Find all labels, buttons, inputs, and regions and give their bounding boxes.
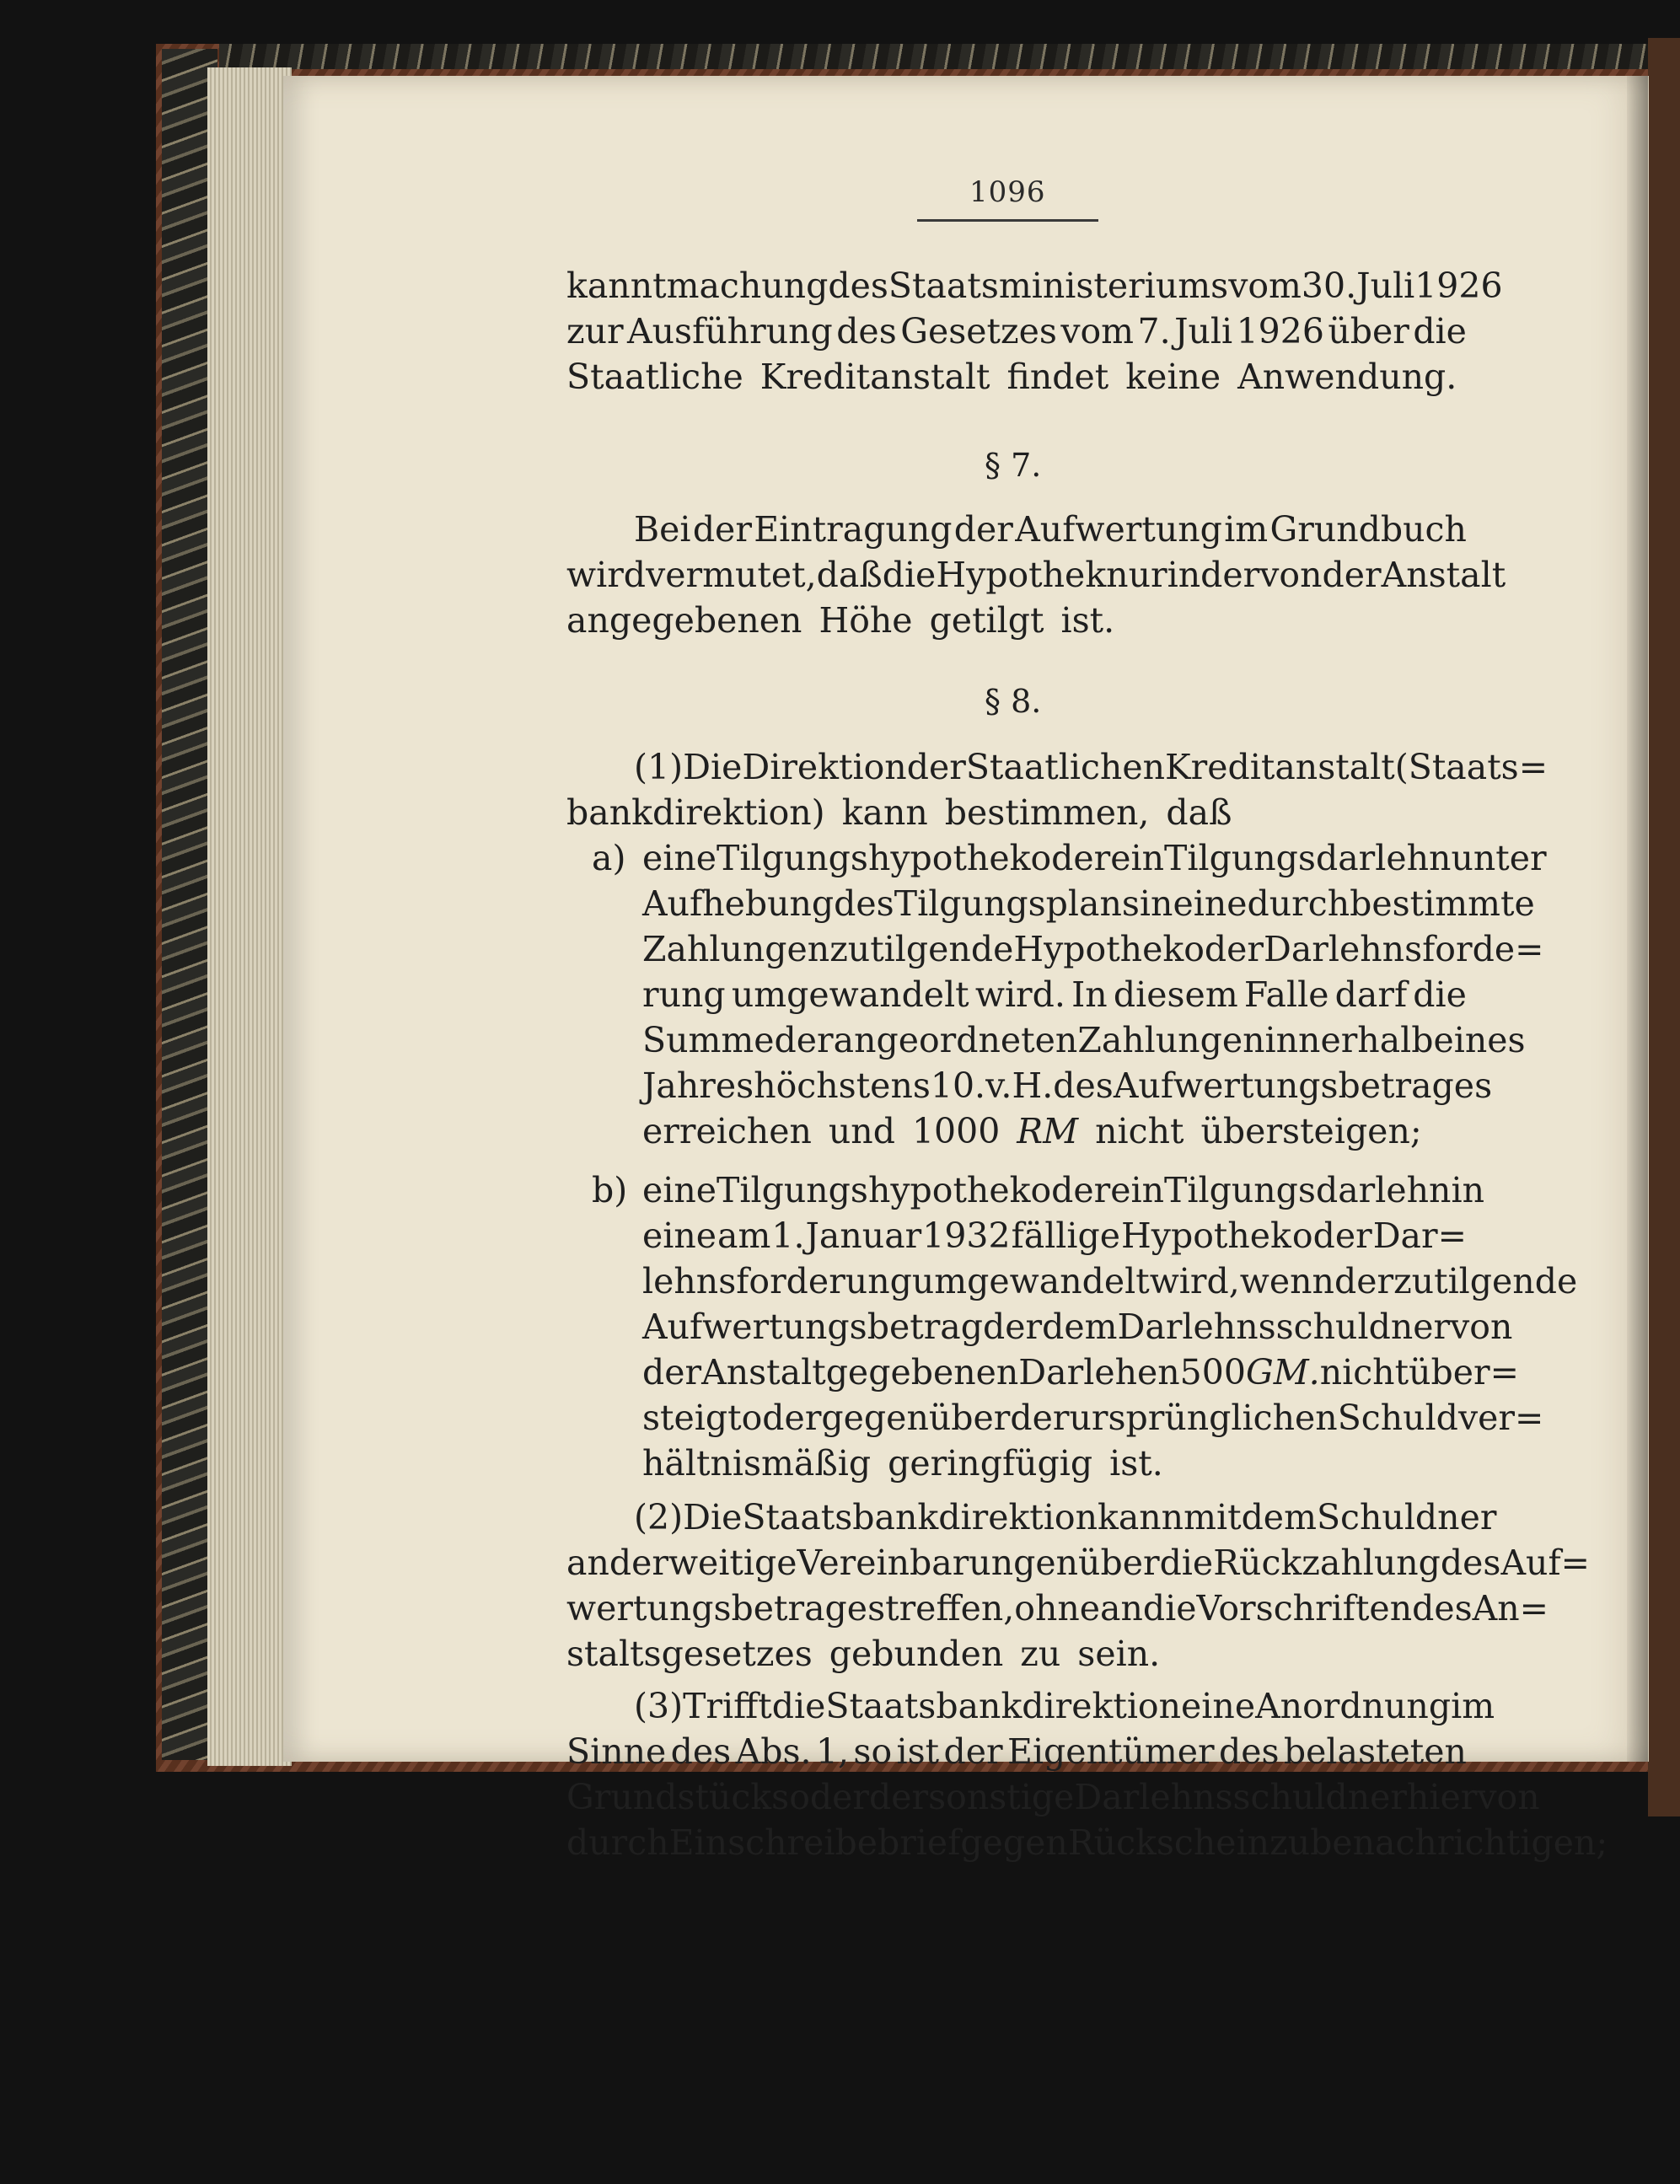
word: der xyxy=(983,1307,1043,1347)
word: Trifft xyxy=(683,1686,772,1726)
word: Staatsbankdirektion xyxy=(742,1497,1098,1537)
word: rung xyxy=(642,974,726,1015)
word: ist xyxy=(896,1731,940,1772)
word: übersteigen; xyxy=(1200,1111,1422,1151)
word: hältnismäßig xyxy=(642,1443,872,1484)
word: Grundstücks xyxy=(566,1777,790,1817)
word: Aufhebung xyxy=(642,883,835,924)
word: bankdirektion) xyxy=(566,792,825,833)
word: H. xyxy=(1012,1065,1054,1106)
word: sein. xyxy=(1077,1634,1161,1674)
word: Aufwertungsbetrages xyxy=(1113,1065,1493,1106)
word: des xyxy=(836,311,897,351)
word: v. xyxy=(985,1065,1012,1106)
word: Vorschriften xyxy=(1196,1588,1413,1629)
word: wird xyxy=(566,555,647,595)
word: 1926 xyxy=(1414,266,1503,306)
word: Hypothek xyxy=(1013,929,1184,969)
word: eine xyxy=(642,1215,717,1256)
word: steigt xyxy=(642,1398,742,1438)
word: eines xyxy=(1433,1020,1526,1060)
word: der xyxy=(943,1731,1003,1772)
word: Januar xyxy=(805,1215,922,1256)
word: an xyxy=(1100,1588,1143,1629)
word: oder xyxy=(789,1777,869,1817)
word: eine xyxy=(642,838,717,878)
word: der xyxy=(953,509,1013,550)
word: vom xyxy=(1060,311,1135,351)
word: gegebenen xyxy=(825,1352,1019,1393)
word: Staatsministeriums xyxy=(888,266,1229,306)
word: gegen xyxy=(960,1822,1068,1863)
word: 1926 xyxy=(1236,311,1324,351)
word: ein xyxy=(1110,1170,1165,1210)
word: zu xyxy=(1393,1261,1435,1301)
word: 1. xyxy=(771,1215,805,1256)
word: des xyxy=(834,883,894,924)
word: eine xyxy=(1181,1686,1256,1726)
word: Darlehnsforde= xyxy=(1263,929,1544,969)
word: Dar= xyxy=(1372,1215,1467,1256)
text-line xyxy=(642,1170,1484,1210)
word: des xyxy=(828,266,888,306)
text-line xyxy=(642,1020,1526,1060)
word: zur xyxy=(566,311,624,351)
word: Tilgungshypothek xyxy=(717,1170,1031,1210)
word: durch xyxy=(1247,883,1350,924)
word: In xyxy=(1071,974,1108,1015)
word: im xyxy=(1451,1686,1495,1726)
word: durch xyxy=(566,1822,669,1863)
section-heading: § 7. xyxy=(985,447,1042,484)
word: anderweitige xyxy=(566,1543,797,1583)
text-line xyxy=(642,1261,1578,1301)
word: Die xyxy=(683,1497,743,1537)
word: Auf= xyxy=(1500,1543,1590,1583)
word: getilgt xyxy=(929,600,1044,641)
word: Eintragung xyxy=(754,509,953,550)
word: oder xyxy=(1291,1215,1372,1256)
word: der xyxy=(692,509,752,550)
word: zu xyxy=(829,929,871,969)
word: die xyxy=(771,1686,826,1726)
word: Darlehnsschuldner xyxy=(1074,1777,1407,1817)
word: Anwendung. xyxy=(1237,357,1457,397)
word: die xyxy=(1159,1543,1214,1583)
word: 7. xyxy=(1137,311,1171,351)
word: zu xyxy=(1269,1822,1311,1863)
word: Kreditanstalt xyxy=(759,357,990,397)
word: Tilgungsplans xyxy=(894,883,1140,924)
word: Staatlichen xyxy=(965,747,1166,787)
text-line xyxy=(566,792,1467,833)
word: Abs. xyxy=(735,1731,812,1772)
word: (3) xyxy=(634,1686,684,1726)
word: nicht xyxy=(1319,1352,1409,1393)
word: der xyxy=(906,747,966,787)
word: benachrichtigen; xyxy=(1310,1822,1608,1863)
text-line xyxy=(642,929,1544,969)
word: tilgende xyxy=(870,929,1014,969)
word: gegenüber xyxy=(821,1398,1011,1438)
text-line xyxy=(566,311,1467,351)
word: Höhe xyxy=(819,600,913,641)
word: keine xyxy=(1125,357,1221,397)
word: über xyxy=(1328,311,1409,351)
word: angeordneten xyxy=(833,1020,1078,1060)
word: wertungsbetrages xyxy=(566,1588,886,1629)
text-line xyxy=(634,509,1467,550)
word: diesem xyxy=(1113,974,1238,1015)
word: wird. xyxy=(974,974,1065,1015)
word: Summe xyxy=(642,1020,775,1060)
word: die xyxy=(1413,311,1467,351)
word: ist. xyxy=(1109,1443,1163,1484)
word: Kreditanstalt xyxy=(1165,747,1395,787)
word: Juli xyxy=(1174,311,1233,351)
word: Hypothek xyxy=(1121,1215,1291,1256)
word: GM. xyxy=(1245,1352,1320,1393)
text-line xyxy=(642,1215,1467,1256)
word: An= xyxy=(1472,1588,1549,1629)
word: der xyxy=(1334,1261,1394,1301)
word: ohne xyxy=(1014,1588,1101,1629)
word: in xyxy=(1167,555,1201,595)
text-line xyxy=(634,1497,1497,1537)
word: wird, xyxy=(1149,1261,1240,1301)
word: der xyxy=(1010,1398,1070,1438)
word: darf xyxy=(1334,974,1408,1015)
word: so xyxy=(853,1731,893,1772)
word: eine xyxy=(1173,883,1248,924)
word: oder xyxy=(741,1398,822,1438)
word: umgewandelt xyxy=(731,974,969,1015)
word: treffen, xyxy=(885,1588,1015,1629)
word: gebunden xyxy=(829,1634,1004,1674)
text-line xyxy=(642,838,1547,878)
text-line xyxy=(642,1307,1513,1347)
word: umgewandelt xyxy=(911,1261,1150,1301)
word: 30. xyxy=(1301,266,1357,306)
word: Ausführung xyxy=(627,311,833,351)
word: dem xyxy=(1042,1307,1118,1347)
word: wenn xyxy=(1239,1261,1334,1301)
word: dem xyxy=(1241,1497,1317,1537)
word: Vereinbarungen xyxy=(797,1543,1079,1583)
word: Rückzahlung xyxy=(1213,1543,1441,1583)
word: (2) xyxy=(634,1497,684,1537)
text-line xyxy=(566,1777,1540,1817)
word: Aufwertungsbetrag xyxy=(642,1307,983,1347)
word: Tilgungshypothek xyxy=(717,838,1031,878)
word: ist. xyxy=(1060,600,1115,641)
word: kanntmachung xyxy=(566,266,829,306)
word: staltsgesetzes xyxy=(566,1634,813,1674)
word: 1932 xyxy=(922,1215,1011,1256)
header-rule xyxy=(917,219,1098,222)
word: daß xyxy=(1166,792,1232,833)
marbled-cover-top xyxy=(219,44,1669,69)
word: sonstige xyxy=(928,1777,1075,1817)
word: (1) xyxy=(634,747,684,787)
word: im xyxy=(1224,509,1269,550)
word: von xyxy=(1259,555,1323,595)
book-spine-right xyxy=(1648,38,1680,1816)
word: (Staats= xyxy=(1394,747,1548,787)
word: Anstalt xyxy=(701,1352,826,1393)
word: Anstalt xyxy=(1381,555,1506,595)
word: oder xyxy=(1030,838,1111,878)
word: oder xyxy=(1184,929,1264,969)
word: des xyxy=(1412,1588,1473,1629)
word: Schuldner xyxy=(1316,1497,1497,1537)
word: ein xyxy=(1110,838,1165,878)
word: Tilgungsdarlehn xyxy=(1164,838,1452,878)
word: Jahres xyxy=(642,1065,754,1106)
word: nur xyxy=(1106,555,1167,595)
word: die xyxy=(1413,974,1467,1015)
word: daß xyxy=(816,555,883,595)
word: Gesetzes xyxy=(900,311,1057,351)
word: geringfügig xyxy=(888,1443,1093,1484)
word: hiervon xyxy=(1406,1777,1540,1817)
text-line xyxy=(642,1398,1544,1438)
word: Falle xyxy=(1243,974,1329,1015)
word: die xyxy=(882,555,937,595)
word: Darlehnsschuldner xyxy=(1117,1307,1451,1347)
word: Darlehen xyxy=(1018,1352,1180,1393)
word: Direktion xyxy=(742,747,907,787)
word: Anordnung xyxy=(1255,1686,1452,1726)
text-line xyxy=(566,1731,1467,1772)
text-line xyxy=(566,555,1506,595)
word: von xyxy=(1450,1307,1513,1347)
word: höchstens xyxy=(754,1065,931,1106)
word: Zahlungen xyxy=(642,929,830,969)
word: unter xyxy=(1451,838,1547,878)
word: in xyxy=(1139,883,1173,924)
list-label: b) xyxy=(592,1170,628,1210)
word: über= xyxy=(1409,1352,1519,1393)
word: über xyxy=(1078,1543,1160,1583)
text-line xyxy=(566,266,1503,306)
word: der xyxy=(1322,555,1382,595)
page-gutter-shadow xyxy=(1627,76,1648,1762)
word: der xyxy=(642,1352,702,1393)
text-line xyxy=(566,600,1467,641)
text-line xyxy=(642,1443,1467,1484)
word: kann xyxy=(841,792,928,833)
word: lehnsforderung xyxy=(642,1261,912,1301)
word: Aufwertung xyxy=(1015,509,1222,550)
word: bestimmte xyxy=(1350,883,1535,924)
text-line xyxy=(642,1352,1519,1393)
word: Eigentümer xyxy=(1007,1731,1215,1772)
word: fällige xyxy=(1011,1215,1121,1256)
text-line xyxy=(566,1822,1608,1863)
word: mit xyxy=(1184,1497,1242,1537)
section-heading: § 8. xyxy=(985,683,1042,720)
word: erreichen xyxy=(642,1111,812,1151)
word: die xyxy=(1142,1588,1197,1629)
page-edges xyxy=(207,67,292,1766)
word: Schuld xyxy=(1337,1398,1458,1438)
word: 1000 xyxy=(911,1111,1001,1151)
text-line xyxy=(566,357,1467,397)
word: Tilgungsdarlehn xyxy=(1164,1170,1452,1210)
word: nicht xyxy=(1095,1111,1184,1151)
word: des xyxy=(1218,1731,1280,1772)
page-number: 1096 xyxy=(969,175,1046,209)
word: der xyxy=(1200,555,1260,595)
word: 10. xyxy=(930,1065,986,1106)
text-line xyxy=(634,747,1548,787)
word: und xyxy=(828,1111,895,1151)
word: ver= xyxy=(1457,1398,1544,1438)
word: Einschreibebrief xyxy=(668,1822,961,1863)
text-line xyxy=(634,1686,1495,1726)
word: des xyxy=(670,1731,732,1772)
list-label: a) xyxy=(592,838,626,878)
word: Rückschein xyxy=(1067,1822,1270,1863)
word: Hypothek xyxy=(936,555,1107,595)
word: innerhalb xyxy=(1264,1020,1434,1060)
text-line xyxy=(642,1111,1467,1151)
word: Sinne xyxy=(566,1731,667,1772)
word: Staatliche xyxy=(566,357,743,397)
word: des xyxy=(1440,1543,1501,1583)
text-line xyxy=(566,1588,1549,1629)
word: in xyxy=(1451,1170,1484,1210)
word: zu xyxy=(1020,1634,1061,1674)
text-line xyxy=(642,974,1467,1015)
word: eine xyxy=(642,1170,717,1210)
word: belasteten xyxy=(1283,1731,1467,1772)
word: Staatsbankdirektion xyxy=(825,1686,1182,1726)
word: am xyxy=(717,1215,771,1256)
word: angegebenen xyxy=(566,600,802,641)
word: findet xyxy=(1006,357,1109,397)
text-line xyxy=(642,883,1535,924)
text-line xyxy=(566,1634,1467,1674)
word: 1, xyxy=(815,1731,850,1772)
word: 500 xyxy=(1179,1352,1246,1393)
word: Grundbuch xyxy=(1269,509,1467,550)
word: RM xyxy=(1017,1111,1079,1151)
word: Zahlungen xyxy=(1077,1020,1265,1060)
word: des xyxy=(1053,1065,1114,1106)
word: vom xyxy=(1228,266,1302,306)
word: vermutet, xyxy=(646,555,817,595)
word: kann xyxy=(1097,1497,1184,1537)
word: bestimmen, xyxy=(944,792,1150,833)
word: Die xyxy=(683,747,743,787)
word: der xyxy=(868,1777,929,1817)
word: Juli xyxy=(1356,266,1415,306)
text-line xyxy=(642,1065,1493,1106)
word: der xyxy=(774,1020,834,1060)
word: ursprünglichen xyxy=(1069,1398,1338,1438)
word: tilgende xyxy=(1434,1261,1578,1301)
word: oder xyxy=(1030,1170,1111,1210)
text-line xyxy=(566,1543,1590,1583)
word: Bei xyxy=(634,509,691,550)
